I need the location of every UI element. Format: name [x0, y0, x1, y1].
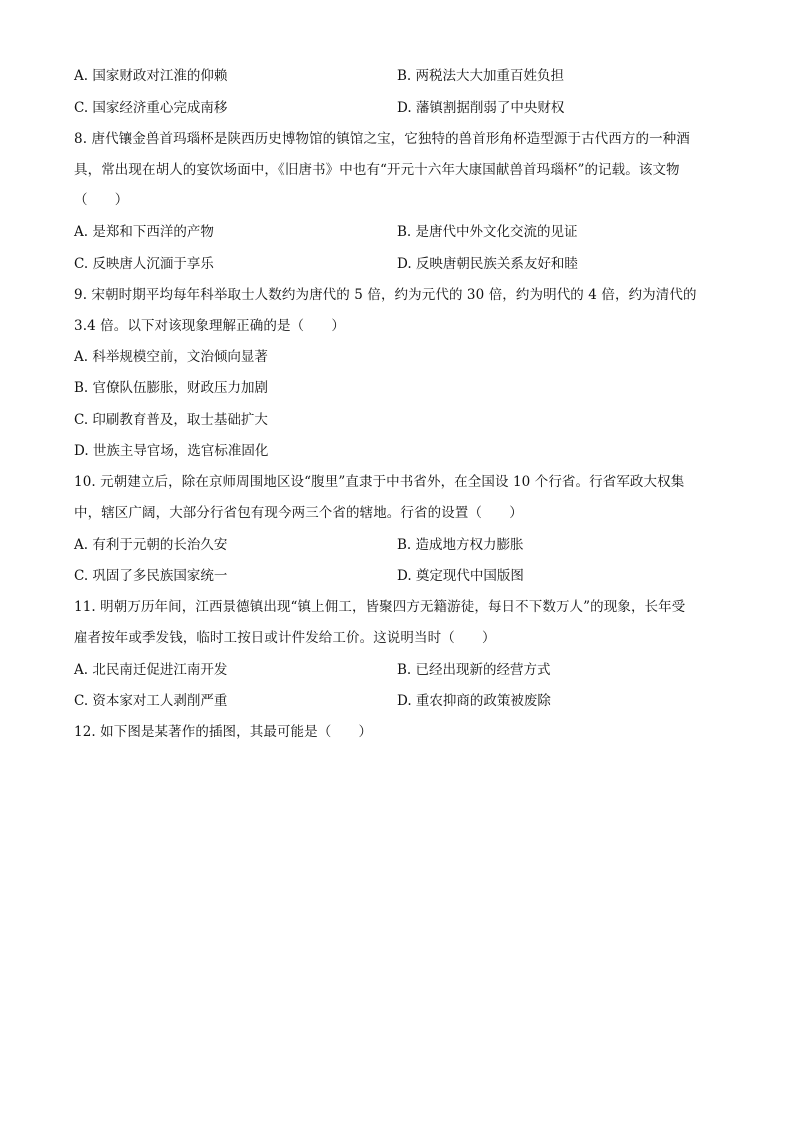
q10-stem-line-2: 中，辖区广阔，大部分行省包有现今两三个省的辖地。行省的设置（ ）	[74, 505, 523, 521]
q10-stem-line-1: 10. 元朝建立后，除在京师周围地区设“腹里”直隶于中书省外，在全国设 10 个行省。行省军政大权集	[74, 474, 685, 490]
q9-option-c: C. 印刷教育普及，取士基础扩大	[74, 412, 268, 428]
q7-option-d: D. 藩镇割据削弱了中央财权	[397, 100, 565, 116]
q8-stem-line-1: 8. 唐代镶金兽首玛瑙杯是陕西历史博物馆的镇馆之宝，它独特的兽首形角杯造型源于古代西方的一种酒	[74, 131, 690, 147]
q8-option-a: A. 是郑和下西洋的产物	[74, 224, 214, 240]
q9-option-a: A. 科举规模空前，文治倾向显著	[74, 349, 268, 365]
q10-option-d: D. 奠定现代中国版图	[397, 568, 524, 584]
q9-stem-line-2: 3.4 倍。以下对该现象理解正确的是（ ）	[74, 318, 345, 334]
q8-stem-line-3: （ ）	[74, 192, 129, 208]
q7-option-a: A. 国家财政对江淮的仰赖	[74, 68, 228, 84]
q9-option-d: D. 世族主导官场，选官标准固化	[74, 443, 269, 459]
q9-option-b: B. 官僚队伍膨胀，财政压力加剧	[74, 380, 269, 396]
q7-option-c: C. 国家经济重心完成南移	[74, 100, 228, 116]
q8-stem-line-2: 具，常出现在胡人的宴饮场面中，《旧唐书》中也有“开元十六年大康国献兽首玛瑙杯”的记载。该文物	[74, 162, 680, 178]
q10-option-a: A. 有利于元朝的长治久安	[74, 537, 228, 553]
q10-option-b: B. 造成地方权力膨胀	[397, 537, 524, 553]
q10-option-c: C. 巩固了多民族国家统一	[74, 568, 228, 584]
q12-stem-line-1: 12. 如下图是某著作的插图，其最可能是（ ）	[74, 724, 373, 740]
q11-stem-line-1: 11. 明朝万历年间，江西景德镇出现“镇上佣工，皆聚四方无籍游徒，每日不下数万人”的现象，长年受	[74, 599, 686, 615]
q8-option-c: C. 反映唐人沉湎于享乐	[74, 256, 214, 272]
q11-option-b: B. 已经出现新的经营方式	[397, 662, 551, 678]
q11-option-a: A. 北民南迁促进江南开发	[74, 662, 228, 678]
q9-stem-line-1: 9. 宋朝时期平均每年科举取士人数约为唐代的 5 倍，约为元代的 30 倍，约为明代的 4 倍，约为清代的	[74, 287, 697, 303]
q8-option-b: B. 是唐代中外文化交流的见证	[397, 224, 578, 240]
q7-option-b: B. 两税法大大加重百姓负担	[397, 68, 565, 84]
q11-option-d: D. 重农抑商的政策被废除	[397, 693, 551, 709]
q8-option-d: D. 反映唐朝民族关系友好和睦	[397, 256, 578, 272]
q11-option-c: C. 资本家对工人剥削严重	[74, 693, 228, 709]
q11-stem-line-2: 雇者按年或季发钱，临时工按日或计件发给工价。这说明当时（ ）	[74, 630, 496, 646]
